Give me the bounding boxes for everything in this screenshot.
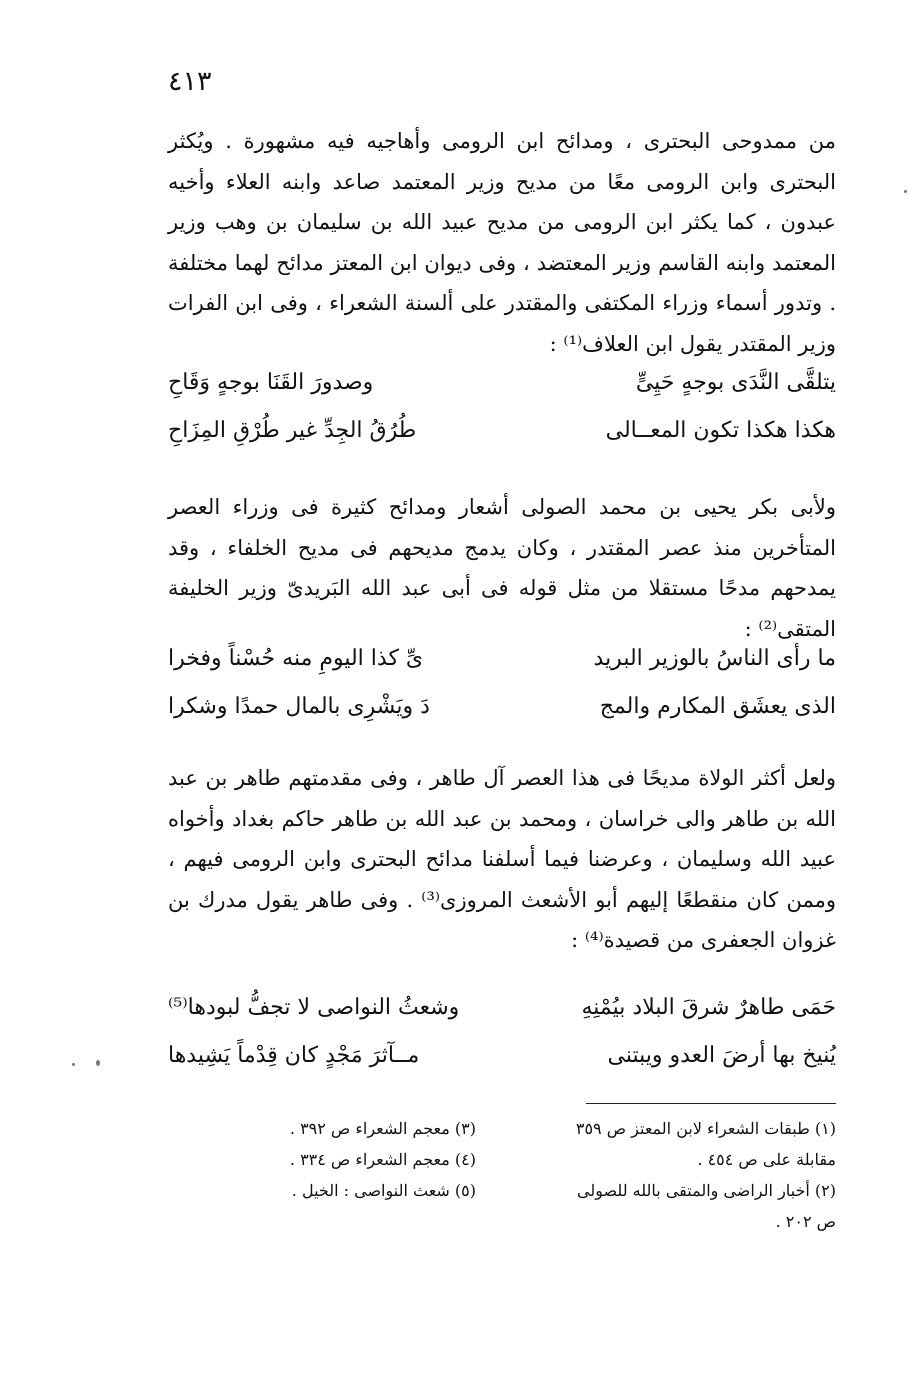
footnotes-left-column	[246, 1113, 476, 1206]
footnote: ص ٢٠٢ .	[775, 1212, 836, 1231]
footnotes-right-column	[536, 1113, 836, 1237]
verse-first-hemistich: حَمَى طاهرٌ شرقَ البلاد بيُمْنِهِ	[581, 995, 836, 1020]
footnote: (٢) أخبار الراضى والمتقى بالله للصولى	[577, 1181, 836, 1200]
paragraph-2: ولأبى بكر يحيى بن محمد الصولى أشعار ومدائح كثيرة فى وزراء العصر المتأخرين منذ عصر المقتدر ، وكان يدمج مديحهم فى مديح الخلفاء ، وقد يمدحهم مدحًا مستقلا من مثل قوله فى أبى عبد الله البَريدىّ وزير الخليفة المتقى⁽²⁾ :	[168, 495, 836, 641]
verse-second-hemistich: طُرُقُ الجِدِّ غير طُرْقِ المِزَاحِ	[168, 418, 417, 443]
paragraph-3: ولعل أكثر الولاة مديحًا فى هذا العصر آل طاهر ، وفى مقدمتهم طاهر بن عبد الله بن طاهر والى خراسان ، ومحمد بن عبد الله بن طاهر حاكم بغداد وأخواه عبيد الله وسليمان ، وعرضنا فيما أسلفنا مدائح البحترى وابن الرومى فيهم ، وممن كان منقطعًا إليهم أبو الأشعث المروزى⁽³⁾ . وفى طاهر يقول مدرك بن غزوان الجعفرى من قصيدة⁽⁴⁾ :	[168, 766, 836, 952]
page-number: ٤١٣	[168, 66, 212, 97]
poem-1	[168, 370, 836, 466]
verse-line	[168, 418, 836, 466]
verse-first-hemistich: يتلقَّى النَّدَى بوجهٍ حَيِىٍّ	[635, 370, 836, 395]
scan-speck	[96, 1060, 100, 1066]
footnote: مقابلة على ص ٤٥٤ .	[697, 1150, 836, 1169]
paragraph-1: من ممدوحى البحترى ، ومدائح ابن الرومى وأهاجيه فيه مشهورة . ويُكثر البحترى وابن الرومى معًا من مديح وزير المعتمد صاعد وابنه العلاء وأخيه عبدون ، كما يكثر ابن الرومى من مديح عبيد الله بن سليمان بن وهب وزير المعتمد وابنه القاسم وزير المعتضد ، وفى ديوان ابن المعتز مدائح لهما مختلفة . وتدور أسماء وزراء المكتفى والمقتدر على ألسنة الشعراء ، وفى ابن الفرات وزير المقتدر يقول ابن العلاف⁽¹⁾ :	[168, 129, 836, 356]
footnote: (٥) شعث النواصى : الخيل .	[291, 1181, 476, 1200]
verse-second-hemistich: مــآثرَ مَجْدٍ كان قِدْماً يَشِيدها	[168, 1043, 420, 1068]
verse-second-hemistich: وصدورَ القَنَا بوجهٍ وَقَاحِ	[168, 370, 374, 395]
verse-line	[168, 694, 836, 742]
verse-first-hemistich: هكذا هكذا تكون المعــالى	[605, 418, 836, 443]
footnote: (١) طبقات الشعراء لابن المعتز ص ٣٥٩	[575, 1119, 836, 1138]
scan-speck	[72, 1063, 75, 1066]
verse-second-hemistich: دَ ويَشْرِى بالمال حمدًا وشكرا	[168, 694, 430, 719]
verse-first-hemistich: ما رأى الناسُ بالوزير البريد	[593, 646, 836, 671]
footnote: (٣) معجم الشعراء ص ٣٩٢ .	[289, 1119, 476, 1138]
verse-first-hemistich: الذى يعشَق المكارم والمج	[599, 694, 836, 719]
scan-speck	[904, 190, 907, 193]
verse-first-hemistich: يُنيخ بها أرضَ العدو ويبتنى	[607, 1043, 836, 1068]
verse-line	[168, 646, 836, 694]
verse-second-hemistich: وشعثُ النواصى لا تجفُّ لبودها⁽⁵⁾	[168, 995, 460, 1020]
footnote-divider	[586, 1103, 836, 1104]
verse-line	[168, 1043, 836, 1091]
verse-second-hemistich: ىِّ كذا اليومِ منه حُسْناً وفخرا	[168, 646, 424, 671]
poem-3	[168, 995, 836, 1091]
poem-2	[168, 646, 836, 742]
verse-line	[168, 995, 836, 1043]
footnote: (٤) معجم الشعراء ص ٣٣٤ .	[289, 1150, 476, 1169]
verse-line	[168, 370, 836, 418]
